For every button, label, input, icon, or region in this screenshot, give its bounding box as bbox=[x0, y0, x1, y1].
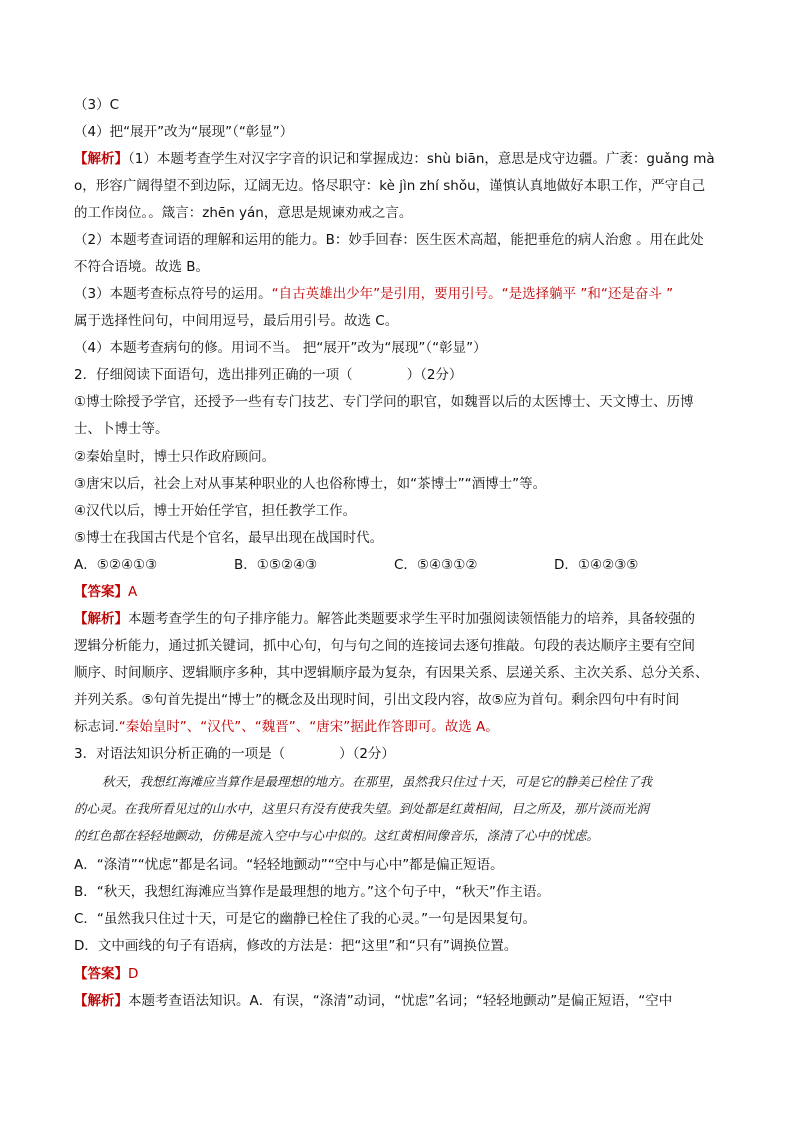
q1-explanation-line-1: 【解析】（1）本题考查学生对汉字字音的识记和掌握成边：shù biān，意思是戍守边疆。广袤：guǎng mà bbox=[74, 151, 715, 167]
q3-answer bbox=[74, 965, 138, 983]
explanation-tag: 【解析】 bbox=[74, 993, 128, 1009]
q3-option-c: C．“虽然我只住过十天，可是它的幽静已栓住了我的心灵。”一句是因果复句。 bbox=[74, 911, 537, 927]
q2-explanation-line-2: 逻辑分析能力，通过抓关键词，抓中心句，句与句之间的连接词去逐句推敲。句段的表达顺序主要有空间 bbox=[74, 638, 695, 654]
answer-tag: 【答案】 bbox=[74, 966, 128, 982]
answer-tag: 【答案】 bbox=[74, 584, 128, 600]
q2-sentence-4: ④汉代以后，博士开始任学官，担任教学工作。 bbox=[74, 503, 357, 519]
highlighted-text: “秦始皇时”、“汉代”、“魏晋”、“唐宋”据此作答即可。故选 A。 bbox=[118, 719, 499, 735]
q1-explanation-line-2: o，形容广阔得望不到边际，辽阔无边。恪尽职守：kè jìn zhí shǒu，谨慎认真地做好本职工作，严守自己 bbox=[74, 178, 706, 194]
q3-passage-line-3: 的红色都在轻轻地颤动，仿佛是流入空中与心中似的。这红黄相间像音乐，涤清了心中的忧虑。 bbox=[74, 828, 600, 843]
q3-option-b: B．“秋天，我想红海滩应当算作是最理想的地方。”这个句子中，“秋天”作主语。 bbox=[74, 884, 550, 900]
q1-answer-4: （4）把“展开”改为“展现”（“彰显”） bbox=[74, 124, 294, 140]
q2-sentence-2: ②秦始皇时，博士只作政府顾问。 bbox=[74, 449, 276, 465]
q2-option-d: D．①④②③⑤ bbox=[554, 557, 639, 573]
q2-options bbox=[74, 556, 714, 574]
q1-explanation-line-3: 的工作岗位。。箴言：zhēn yán，意思是规谏劝戒之言。 bbox=[74, 205, 413, 221]
highlighted-text: “自古英雄出少年”是引用，要用引号。“是选择躺平 ”和“还是奋斗 ” bbox=[271, 286, 674, 302]
q2-option-a: A．⑤②④①③ bbox=[74, 557, 158, 573]
q3-passage-line-2: 的心灵。在我所看见过的山水中，这里只有没有使我失望。到处都是红黄相间，目之所及，那片淡而光润 bbox=[74, 801, 650, 816]
q2-option-b: B．①⑤②④③ bbox=[234, 557, 318, 573]
q2-option-c: C．⑤④③①② bbox=[394, 557, 478, 573]
q3-explanation-line-1: 【解析】本题考查语法知识。A．有误，“涤清”动词，“忧虑”名词；“轻轻地颤动”是偏正短语，“空中 bbox=[74, 993, 673, 1009]
q1-answer-3: （3）C bbox=[74, 97, 120, 113]
q1-explanation-line-7: 属于选择性问句，中间用逗号，最后用引号。故选 C。 bbox=[74, 313, 399, 329]
q2-sentence-3: ③唐宋以后，社会上对从事某种职业的人也俗称博士，如“茶博士”“酒博士”等。 bbox=[74, 476, 547, 492]
q3-passage-line-1: 秋天，我想红海滩应当算作是最理想的地方。在那里，虽然我只住过十天，可是它的静美已栓住了我 bbox=[102, 774, 653, 789]
q1-explanation-line-5: 不符合语境。故选 B。 bbox=[74, 259, 210, 275]
q2-stem: 2．仔细阅读下面语句，选出排列正确的一项（ ）（2分） bbox=[74, 367, 463, 383]
answer-value: D bbox=[128, 966, 139, 982]
q2-explanation-line-4: 并列关系。⑤句首先提出“博士”的概念及出现时间，引出文段内容，故⑤应为首句。剩余四句中有时间 bbox=[74, 692, 680, 708]
q2-sentence-1a: ①博士除授予学官，还授予一些有专门技艺、专门学问的职官，如魏晋以后的太医博士、天文博士、历博 bbox=[74, 394, 694, 410]
q3-option-d: D．文中画线的句子有语病，修改的方法是：把“这里”和“只有”调换位置。 bbox=[74, 938, 518, 954]
q3-stem: 3．对语法知识分析正确的一项是（ ）（2分） bbox=[74, 746, 395, 762]
q1-explanation-line-8: （4）本题考查病句的修。用词不当。 把“展开”改为“展现”（“彰显”） bbox=[74, 340, 487, 356]
q2-explanation-line-3: 顺序、时间顺序、逻辑顺序多种，其中逻辑顺序最为复杂，有因果关系、层递关系、主次关系、总分关系、 bbox=[74, 665, 709, 681]
q1-explanation-line-4: （2）本题考查词语的理解和运用的能力。B：妙手回春：医生医术高超，能把垂危的病人治愈 。用在此处 bbox=[74, 232, 704, 248]
explanation-tag: 【解析】 bbox=[74, 611, 128, 627]
q2-answer bbox=[74, 583, 137, 601]
q1-explanation-line-6: （3）本题考查标点符号的运用。“自古英雄出少年”是引用，要用引号。“是选择躺平 ”和“还是奋斗 ” bbox=[74, 286, 674, 302]
q2-explanation-line-1: 【解析】本题考查学生的句子排序能力。解答此类题要求学生平时加强阅读领悟能力的培养，具备较强的 bbox=[74, 611, 695, 627]
q2-explanation-line-5: 标志词.“秦始皇时”、“汉代”、“魏晋”、“唐宋”据此作答即可。故选 A。 bbox=[74, 719, 499, 735]
q2-sentence-1b: 士、卜博士等。 bbox=[74, 421, 169, 437]
answer-value: A bbox=[128, 584, 138, 600]
q2-sentence-5: ⑤博士在我国古代是个官名，最早出现在战国时代。 bbox=[74, 530, 384, 546]
explanation-tag: 【解析】 bbox=[74, 151, 128, 167]
q3-option-a: A．“涤清”“忧虑”都是名词。“轻轻地颤动”“空中与心中”都是偏正短语。 bbox=[74, 857, 504, 873]
